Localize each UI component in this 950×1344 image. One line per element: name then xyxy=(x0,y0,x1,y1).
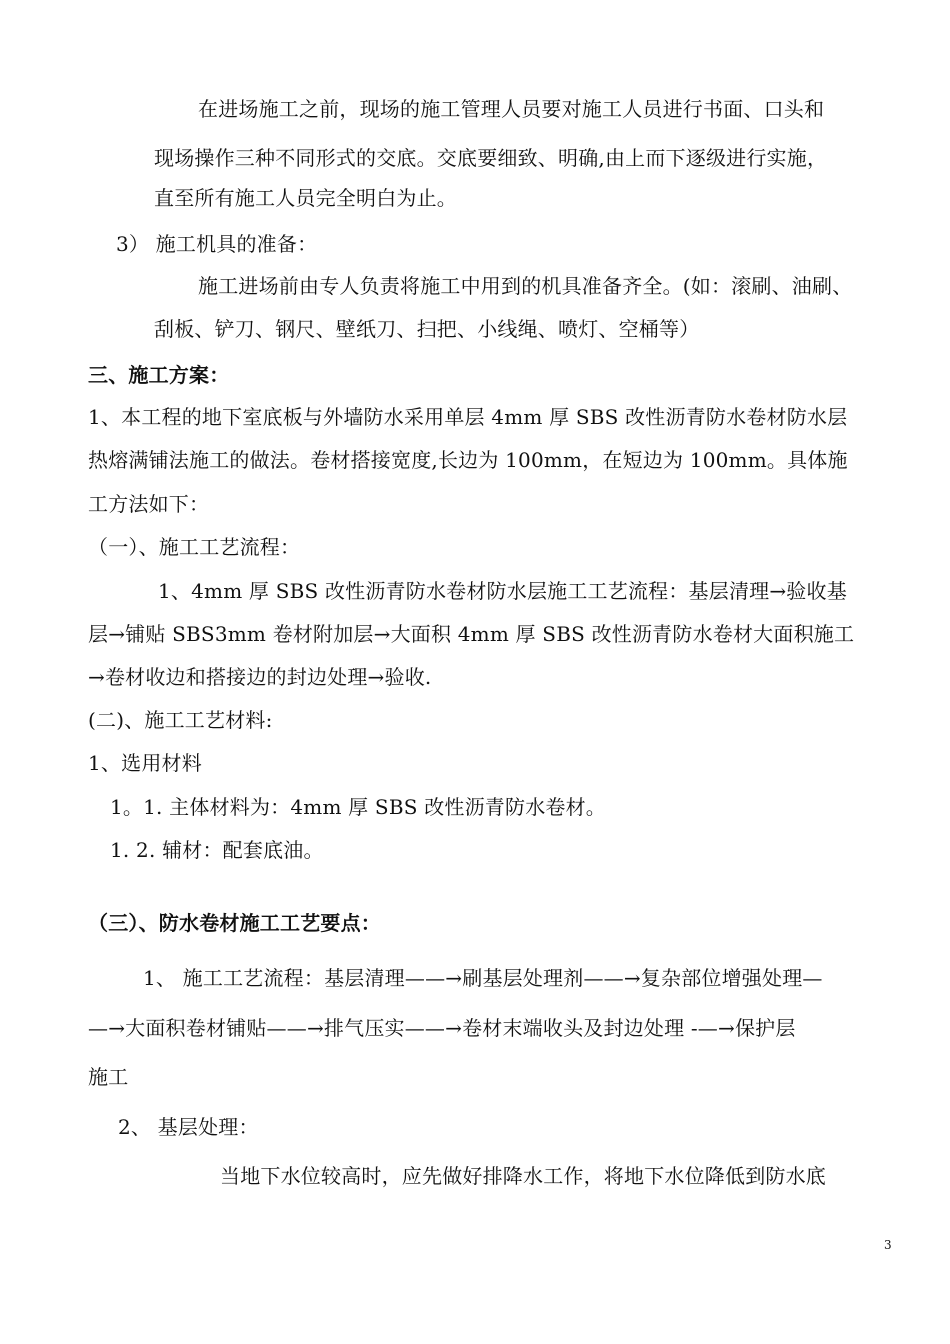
text-line: 施工进场前由专人负责将施工中用到的机具准备齐全。(如：滚刷、油刷、 xyxy=(198,274,853,298)
subsection-heading: （一）、施工工艺流程： xyxy=(88,535,301,559)
text-line: 当地下水位较高时，应先做好排降水工作，将地下水位降低到防水底 xyxy=(220,1164,826,1188)
text-line: 现场操作三种不同形式的交底。交底要细致、明确,由上而下逐级进行实施， xyxy=(154,146,828,170)
text-line: 施工 xyxy=(88,1065,129,1089)
text-line: 1、选用材料 xyxy=(88,751,202,775)
list-item: 1. 2. 辅材：配套底油。 xyxy=(110,838,324,862)
subsection-heading: （三）、防水卷材施工工艺要点： xyxy=(88,911,381,935)
list-item: 1。1. 主体材料为：4mm 厚 SBS 改性沥青防水卷材。 xyxy=(110,795,606,819)
text-line: —→大面积卷材铺贴——→排气压实——→卷材末端收头及封边处理 -—→保护层 xyxy=(88,1016,796,1040)
text-line: 1、 施工工艺流程：基层清理——→刷基层处理剂——→复杂部位增强处理— xyxy=(143,966,823,990)
text-line: 热熔满铺法施工的做法。卷材搭接宽度,长边为 100mm，在短边为 100mm。具体施 xyxy=(88,448,848,472)
text-line: 1、本工程的地下室底板与外墙防水采用单层 4mm 厚 SBS 改性沥青防水卷材防水层 xyxy=(88,405,848,429)
text-line: 在进场施工之前，现场的施工管理人员要对施工人员进行书面、口头和 xyxy=(198,97,825,121)
text-line: 1、4mm 厚 SBS 改性沥青防水卷材防水层施工工艺流程：基层清理→验收基 xyxy=(158,579,847,603)
text-line: 层→铺贴 SBS3mm 卷材附加层→大面积 4mm 厚 SBS 改性沥青防水卷材大面积施工 xyxy=(88,622,855,646)
text-line: 工方法如下： xyxy=(88,492,210,516)
list-heading: 2、 基层处理： xyxy=(118,1115,259,1139)
list-heading: 3） 施工机具的准备： xyxy=(116,232,318,256)
section-heading: 三、施工方案： xyxy=(88,363,230,387)
text-line: 刮板、铲刀、钢尺、壁纸刀、扫把、小线绳、喷灯、空桶等） xyxy=(154,317,700,341)
text-line: →卷材收边和搭接边的封边处理→验收. xyxy=(88,665,432,689)
subsection-heading: (二)、施工工艺材料: xyxy=(88,708,273,732)
page-number: 3 xyxy=(884,1238,892,1252)
text-line: 直至所有施工人员完全明白为止。 xyxy=(154,186,457,210)
